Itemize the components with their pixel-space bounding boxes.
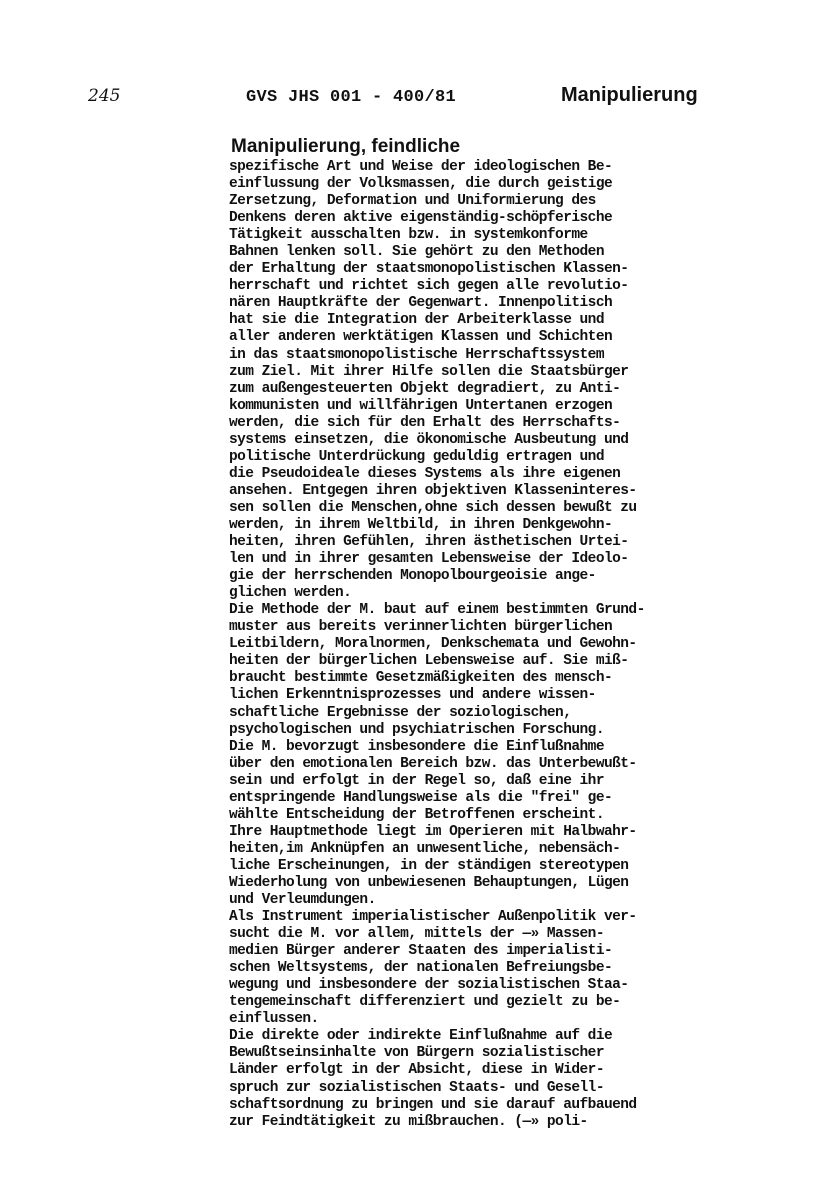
body-line: Länder erfolgt in der Absicht, diese in Wider- — [229, 1062, 604, 1079]
body-line: braucht bestimmte Gesetzmäßigkeiten des mensch- — [229, 670, 613, 687]
body-line: heiten der bürgerlichen Lebensweise auf. Sie miß- — [229, 653, 629, 670]
body-line: über den emotionalen Bereich bzw. das Unterbewußt- — [229, 755, 637, 772]
body-line: sein und erfolgt in der Regel so, daß eine ihr — [229, 772, 604, 789]
body-line: spruch zur sozialistischen Staats- und Gesell- — [229, 1079, 604, 1096]
body-line: Zersetzung, Deformation und Uniformierung des — [229, 193, 596, 210]
body-line: werden, die sich für den Erhalt des Herrschafts- — [229, 414, 621, 431]
body-line: lichen Erkenntnisprozesses und andere wissen- — [229, 687, 596, 704]
body-line: aller anderen werktätigen Klassen und Schichten — [229, 329, 613, 346]
body-line: spezifische Art und Weise der ideologischen Be- — [229, 159, 613, 175]
body-line: Tätigkeit ausschalten bzw. in systemkonforme — [229, 227, 588, 244]
body-line: zum Ziel. Mit ihrer Hilfe sollen die Staatsbürger — [229, 363, 629, 380]
body-line: Die M. bevorzugt insbesondere die Einflußnahme — [229, 738, 604, 755]
body-line: in das staatsmonopolistische Herrschaftssystem — [229, 346, 604, 363]
body-line: Die direkte oder indirekte Einflußnahme auf die — [229, 1028, 613, 1045]
entry-body — [229, 159, 729, 1131]
body-line: die Pseudoideale dieses Systems als ihre eigenen — [229, 465, 621, 482]
body-line: ansehen. Entgegen ihren objektiven Klasseninteres- — [229, 482, 637, 499]
body-line: Wiederholung von unbewiesenen Behauptungen, Lügen — [229, 874, 629, 891]
body-line: wegung und insbesondere der sozialistischen Staa- — [229, 977, 629, 994]
body-line: zum außengesteuerten Objekt degradiert, zu Anti- — [229, 380, 621, 397]
body-line: schaftliche Ergebnisse der soziologischen, — [229, 704, 572, 721]
body-line: muster aus bereits verinnerlichten bürgerlichen — [229, 619, 613, 636]
body-line: Bewußtseinsinhalte von Bürgern sozialistischer — [229, 1045, 604, 1062]
body-line: und Verleumdungen. — [229, 892, 376, 909]
body-line: Bahnen lenken soll. Sie gehört zu den Methoden — [229, 244, 604, 261]
body-line: hat sie die Integration der Arbeiterklasse und — [229, 312, 604, 329]
body-line: heiten, ihren Gefühlen, ihren ästhetischen Urtei- — [229, 534, 629, 551]
body-line: heiten,im Anknüpfen an unwesentliche, nebensäch- — [229, 840, 621, 857]
body-line: len und in ihrer gesamten Lebensweise der Ideolo- — [229, 551, 629, 568]
body-line: zur Feindtätigkeit zu mißbrauchen. (—» poli- — [229, 1113, 588, 1130]
body-line: schen Weltsystems, der nationalen Befreiungsbe- — [229, 960, 613, 977]
body-line: werden, in ihrem Weltbild, in ihren Denkgewohn- — [229, 516, 613, 533]
body-line: kommunisten und willfährigen Untertanen erzogen — [229, 397, 613, 414]
body-line: einflussen. — [229, 1011, 319, 1028]
body-line: Leitbildern, Moralnormen, Denkschemata und Gewohn- — [229, 636, 637, 653]
body-line: medien Bürger anderer Staaten des imperialisti- — [229, 943, 613, 960]
body-line: wählte Entscheidung der Betroffenen erscheint. — [229, 806, 604, 823]
body-line: Als Instrument imperialistischer Außenpolitik ver- — [229, 909, 637, 926]
body-line: gie der herrschenden Monopolbourgeoisie ange- — [229, 568, 596, 585]
page-number: 245 — [88, 86, 121, 106]
body-line: nären Hauptkräfte der Gegenwart. Innenpolitisch — [229, 295, 613, 312]
running-head: Manipulierung — [561, 84, 698, 106]
body-line: liche Erscheinungen, in der ständigen stereotypen — [229, 857, 629, 874]
body-line: systems einsetzen, die ökonomische Ausbeutung und — [229, 431, 629, 448]
body-line: psychologischen und psychiatrischen Forschung. — [229, 721, 604, 738]
body-line: Denkens deren aktive eigenständig-schöpferische — [229, 210, 613, 227]
body-line: Die Methode der M. baut auf einem bestimmten Grund- — [229, 602, 645, 619]
body-line: sen sollen die Menschen,ohne sich dessen bewußt zu — [229, 499, 637, 516]
document-reference: GVS JHS 001 - 400/81 — [246, 88, 457, 107]
body-line: glichen werden. — [229, 585, 352, 602]
body-line: schaftsordnung zu bringen und sie darauf aufbauend — [229, 1096, 637, 1113]
body-line: sucht die M. vor allem, mittels der —» Massen- — [229, 926, 604, 943]
body-line: tengemeinschaft differenziert und gezielt zu be- — [229, 994, 621, 1011]
body-line: entspringende Handlungsweise als die "frei" ge- — [229, 789, 613, 806]
body-line: politische Unterdrückung geduldig ertragen und — [229, 448, 604, 465]
body-line: einflussung der Volksmassen, die durch geistige — [229, 176, 613, 193]
body-line: der Erhaltung der staatsmonopolistischen Klassen- — [229, 261, 629, 278]
body-line: Ihre Hauptmethode liegt im Operieren mit Halbwahr- — [229, 823, 637, 840]
body-line: herrschaft und richtet sich gegen alle revolutio- — [229, 278, 629, 295]
entry-title: Manipulierung, feindliche — [231, 136, 461, 157]
